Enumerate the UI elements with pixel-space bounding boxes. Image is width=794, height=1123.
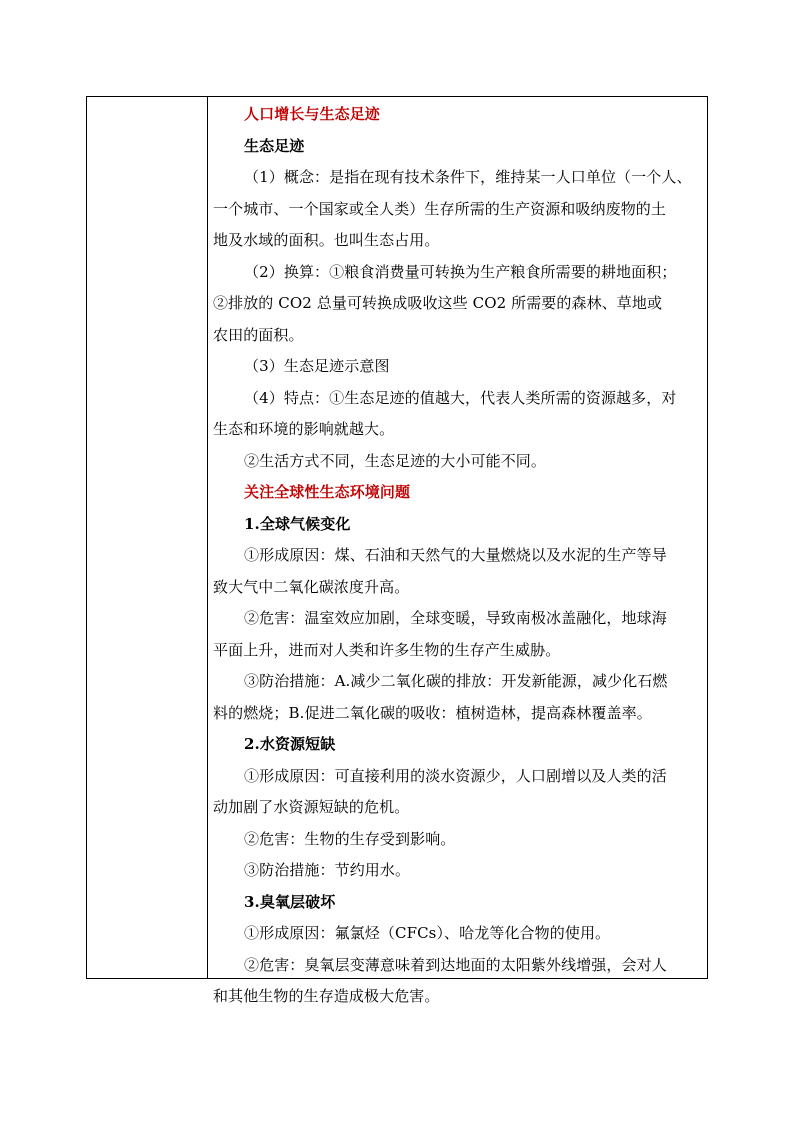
text-line: 和其他生物的生存造成极大危害。 bbox=[213, 987, 440, 1005]
text-line: （2）换算：①粮食消费量可转换为生产粮食所需要的耕地面积； bbox=[244, 262, 677, 281]
table-right-cell bbox=[208, 97, 707, 1005]
text-line: 平面上升，进而对人类和许多生物的生存产生威胁。 bbox=[213, 640, 561, 659]
content-table bbox=[86, 96, 708, 1005]
text-line: （4）特点：①生态足迹的值越大，代表人类所需的资源越多，对 bbox=[244, 388, 677, 407]
text-line: ②危害：生物的生存受到影响。 bbox=[244, 829, 456, 848]
subsection-heading: 2.水资源短缺 bbox=[244, 735, 336, 753]
text-line: 地及水域的面积。也叫生态占用。 bbox=[213, 231, 440, 249]
text-line: ③防治措施：A.减少二氧化碳的排放：开发新能源，减少化石燃 bbox=[244, 672, 668, 690]
text-line: ①形成原因：氟氯烃（CFCs）、哈龙等化合物的使用。 bbox=[244, 924, 611, 942]
subsection-heading: 生态足迹 bbox=[244, 136, 305, 155]
text-line: （3）生态足迹示意图 bbox=[244, 357, 390, 375]
subsection-heading: 1.全球气候变化 bbox=[244, 514, 351, 533]
text-line: 动加剧了水资源短缺的危机。 bbox=[213, 798, 410, 816]
text-line: 生态和环境的影响就越大。 bbox=[213, 420, 395, 438]
text-line: 农田的面积。 bbox=[213, 325, 304, 344]
text-line: ②危害：臭氧层变薄意味着到达地面的太阳紫外线增强，会对人 bbox=[244, 955, 667, 974]
text-line: ②危害：温室效应加剧，全球变暖，导致南极冰盖融化，地球海 bbox=[244, 609, 667, 627]
text-line: ③防治措施：节约用水。 bbox=[244, 861, 411, 879]
text-line: 料的燃烧；B.促进二氧化碳的吸收：植树造林，提高森林覆盖率。 bbox=[213, 703, 652, 722]
text-line: （1）概念：是指在现有技术条件下，维持某一人口单位（一个人、 bbox=[244, 168, 692, 186]
text-line: ②排放的 CO2 总量可转换成吸收这些 CO2 所需要的森林、草地或 bbox=[213, 294, 663, 312]
text-line: ②生活方式不同，生态足迹的大小可能不同。 bbox=[244, 451, 547, 470]
table-left-cell bbox=[87, 97, 208, 978]
text-line: 一个城市、一个国家或全人类）生存所需的生产资源和吸纳废物的土 bbox=[213, 199, 667, 218]
subsection-heading: 3.臭氧层破坏 bbox=[244, 892, 336, 911]
section-heading: 人口增长与生态足迹 bbox=[244, 105, 380, 123]
text-line: ①形成原因：煤、石油和天然气的大量燃烧以及水泥的生产等导 bbox=[244, 546, 667, 564]
text-line: 致大气中二氧化碳浓度升高。 bbox=[213, 577, 410, 596]
section-heading: 关注全球性生态环境问题 bbox=[244, 483, 411, 501]
text-line: ①形成原因：可直接利用的淡水资源少，人口剧增以及人类的活 bbox=[244, 766, 667, 785]
